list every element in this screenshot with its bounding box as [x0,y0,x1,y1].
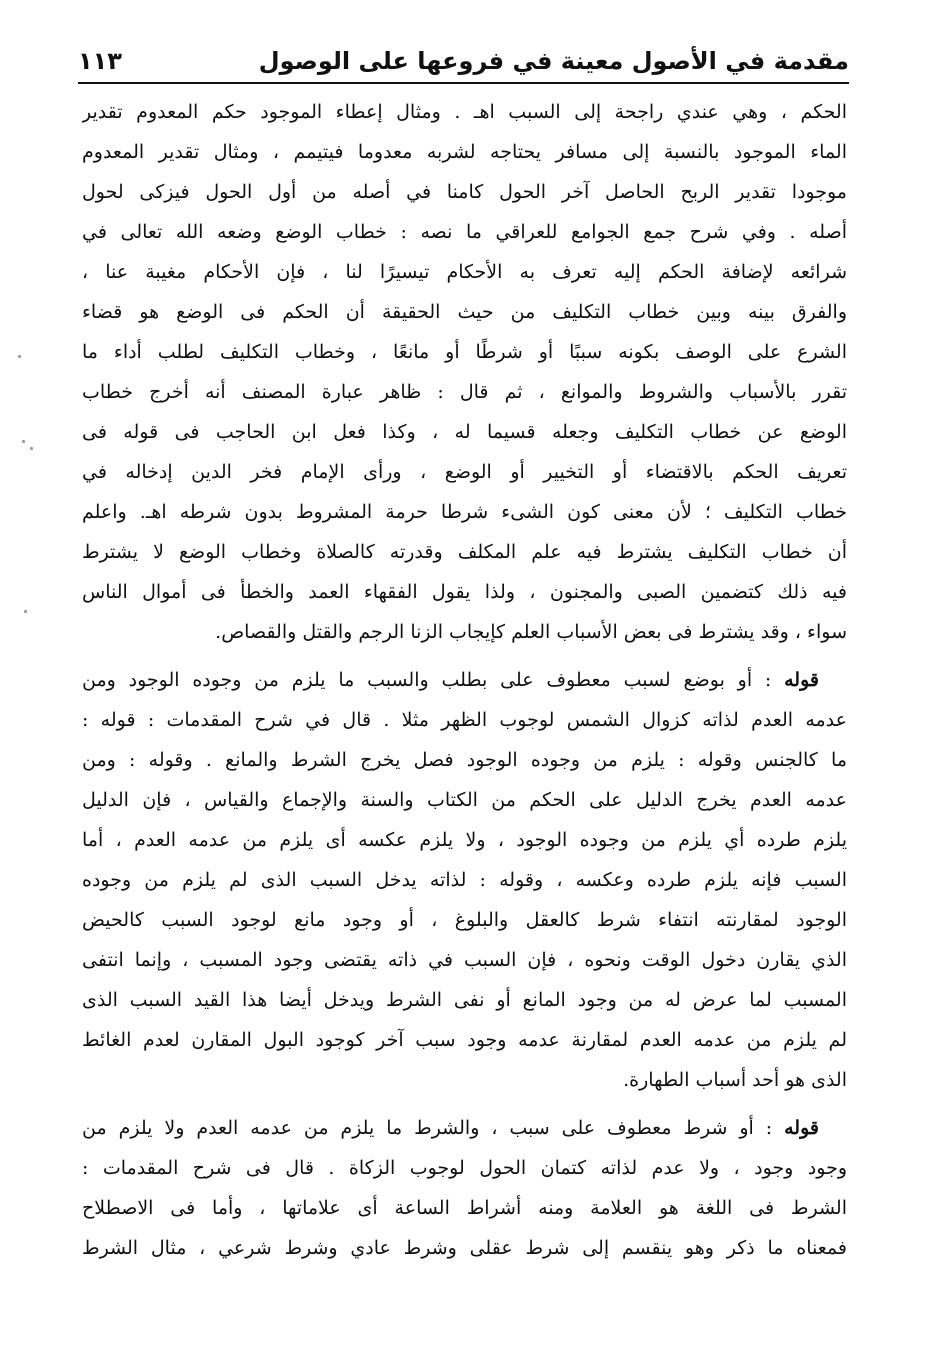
text-line: الوضع عن خطاب التكليف وجعله قسيما له ، وكذا فعل ابن الحاجب فى قوله فى [82,421,847,443]
text-line-lead [82,660,847,700]
scan-speck [30,447,33,450]
text-line: : أو شرط معطوف على سبب ، والشرط ما يلزم من عدمه العدم ولا يلزم من [82,1117,773,1139]
text-line: موجودا تقدير الربح الحاصل آخر الحول كامنا في أصله من أول الحول فيزكى لحول [82,181,847,203]
text-line: الشرط فى اللغة هو العلامة ومنه أشراط الساعة أى علاماتها ، وأما فى الاصطلاح [82,1197,847,1219]
page-number: ١١٣ [78,47,122,75]
text-line: السبب فإنه يلزم طرده وعكسه ، وقوله : لذاته يدخل السبب الذى لم يلزم من وجوده [82,869,847,891]
text-line: تقرر بالأسباب والشروط والموانع ، ثم قال : ظاهر عبارة المصنف أنه أخرج خطاب [82,381,847,403]
text-line: الذى هو أحد أسباب الطهارة. [623,1069,847,1091]
text-line: : أو بوضع لسبب معطوف على بطلب والسبب ما يلزم من وجوده الوجود ومن [82,669,772,691]
text-line: وجود وجود ، ولا عدم لذاته كتمان الحول لوجوب الزكاة . قال فى شرح المقدمات : [82,1157,847,1179]
text-line: فيه ذلك كتضمين الصبى والمجنون ، ولذا يقول الفقهاء العمد والخطأ فى أموال الناس [82,581,847,603]
text-line: عدمه العدم لذاته كزوال الشمس لوجوب الظهر مثلا . قال في شرح المقدمات : قوله : [82,709,847,731]
paragraph-gap [82,652,847,660]
text-line-lead [82,1108,847,1148]
scan-speck [22,440,25,443]
header-rule [78,82,849,84]
text-line: تعريف الحكم بالاقتضاء أو التخيير أو الوضع ، ورأى الإمام فخر الدين إدخاله في [82,461,847,483]
text-line: الوجود لمقارنته انتفاء شرط كالعقل والبلوغ ، أو وجود مانع لوجود السبب كالحيض [82,909,847,931]
text-line: المسبب لما عرض له من وجود المانع أو نفى الشرط ويدخل أيضا هذا القيد السبب الذى [82,989,847,1011]
text-line: والفرق بينه وبين خطاب التكليف من حيث الحقيقة أن الحكم فى الوضع هو قضاء [82,301,847,323]
text-line: شرائعه لإضافة الحكم إليه تعرف به الأحكام تيسيرًا لنا ، فإن الأحكام مغيبة عنا ، [82,261,847,283]
text-line: الحكم ، وهي عندي راجحة إلى السبب اهـ . ومثال إعطاء الموجود حكم المعدوم تقدير [82,101,847,123]
text-line: عدمه العدم يخرج الدليل على الحكم من الكتاب والسنة والإجماع والقياس ، فإن الدليل [82,789,847,811]
text-line: يلزم طرده أي يلزم من وجوده الوجود ، ولا يلزم عكسه أى يلزم من عدمه العدم ، أما [82,829,847,851]
body-text [82,92,847,1268]
paragraph-1 [82,92,847,652]
text-line: لم يلزم من عدمه العدم لمقارنة عدمه وجود سبب آخر كوجود البول المقارن لعدم الغائط [82,1029,847,1051]
text-line: فمعناه ما ذكر وهو ينقسم إلى شرط عقلى وشرط عادي وشرط شرعي ، مثال الشرط [82,1237,847,1259]
lead-keyword: قوله [784,669,819,691]
header-title: مقدمة في الأصول معينة في فروعها على الوصول [258,47,849,75]
lead-keyword: قوله [784,1117,819,1139]
paragraph-2 [82,660,847,1100]
text-line: ما كالجنس وقوله : يلزم من وجوده الوجود فصل يخرج الشرط والمانع . وقوله : ومن [82,749,847,771]
paragraph-gap [82,1100,847,1108]
text-line: الشرع على الوصف بكونه سببًا أو شرطًا أو مانعًا ، وخطاب التكليف لطلب أداء ما [82,341,847,363]
scan-speck [24,610,27,613]
paragraph-3 [82,1108,847,1268]
text-line: خطاب التكليف ؛ لأن معنى كون الشىء شرطا حرمة المشروط بدون شرطه اهـ. واعلم [82,501,847,523]
text-line: أصله . وفي شرح جمع الجوامع للعراقي ما نصه : خطاب الوضع وضعه الله تعالى في [82,221,847,243]
running-header [78,36,849,78]
text-line: سواء ، وقد يشترط فى بعض الأسباب العلم كإيجاب الزنا الرجم والقتل والقصاص. [215,621,847,643]
scan-speck [18,355,21,358]
text-line: الماء الموجود بالنسبة إلى مسافر يحتاجه لشربه معدوما فيتيمم ، ومثال تقدير المعدوم [82,141,847,163]
text-line: الذي يقارن دخول الوقت ونحوه ، فإن السبب في ذاته يقتضى وجود المسبب ، وإنما انتفى [82,949,847,971]
text-line: أن خطاب التكليف يشترط فيه علم المكلف وقدرته كالصلاة وخطاب الوضع لا يشترط [82,541,847,563]
